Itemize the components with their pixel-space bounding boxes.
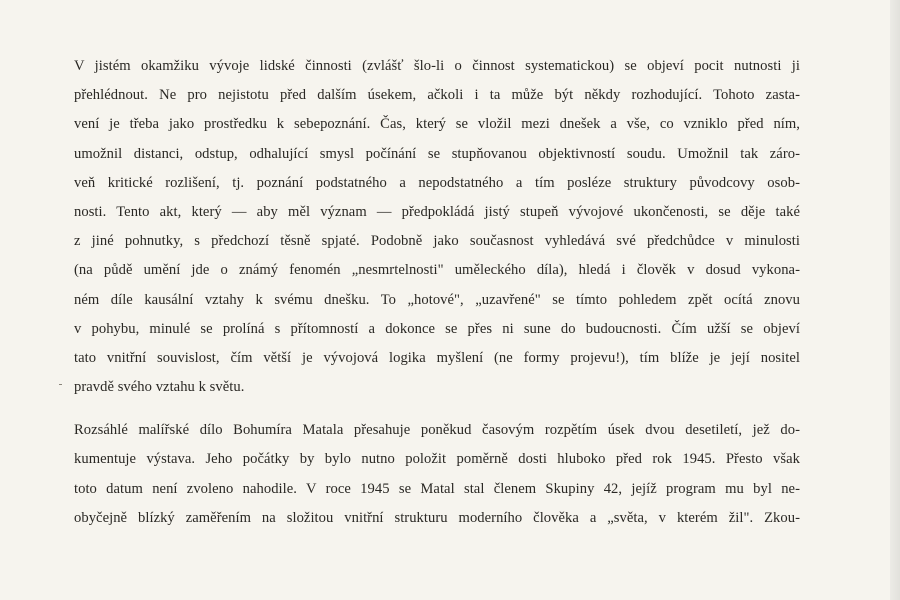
paragraph-2 xyxy=(74,416,800,533)
text-line: tato vnitřní souvislost, čím větší je vývojová logika myšlení (ne formy projevu!), tím blíže je její nositel xyxy=(74,349,800,366)
margin-mark xyxy=(59,384,62,385)
text-line: v pohybu, minulé se prolíná s přítomností a dokonce se přes ni sune do budoucnosti. Čím užší se objeví xyxy=(74,320,800,337)
text-line: vení je třeba jako prostředku k sebepoznání. Čas, který se vložil mezi dnešek a vše, co vzniklo před ním, xyxy=(74,116,800,133)
text-line: pravdě svého vztahu k světu. xyxy=(74,379,245,396)
text-line: kumentuje výstava. Jeho počátky by bylo nutno položit poměrně dosti hluboko před rok 1945. Přesto však xyxy=(74,451,800,468)
text-line: Rozsáhlé malířské dílo Bohumíra Matala přesahuje poněkud časovým rozpětím úsek dvou desetiletí, jež do- xyxy=(74,422,800,439)
paragraph-1 xyxy=(74,52,800,402)
text-line: veň kritické rozlišení, tj. poznání podstatného a nepodstatného a tím posléze struktury původcovy osob- xyxy=(74,174,800,191)
text-line: přehlédnout. Ne pro nejistotu před dalším úsekem, ačkoli i ta může být někdy rozhodující. Tohoto zasta- xyxy=(74,87,800,104)
text-line: ném díle kausální vztahy k svému dnešku. To „hotové", „uzavřené" se tímto pohledem zpět ocítá znovu xyxy=(74,291,800,308)
text-line: V jistém okamžiku vývoje lidské činnosti (zvlášť šlo-li o činnost systematickou) se objeví pocit nutnosti ji xyxy=(74,58,800,74)
text-line: nosti. Tento akt, který — aby měl význam — předpokládá jistý stupeň vývojové ukončenosti, se děje také xyxy=(74,203,800,220)
text-line: (na půdě umění jde o známý fenomén „nesmrtelnosti" uměleckého díla), hledá i člověk v dosud vykona- xyxy=(74,262,800,279)
text-line: toto datum není zvoleno nahodile. V roce 1945 se Matal stal členem Skupiny 42, jejíž program mu byl ne- xyxy=(74,480,800,497)
body-text xyxy=(74,52,800,533)
text-line: obyčejně blízký zaměřením na složitou vnitřní strukturu moderního člověka a „světa, v kterém žil". Zkou- xyxy=(74,509,800,526)
page-edge xyxy=(890,0,900,600)
text-line: umožnil distanci, odstup, odhalující smysl počínání se stupňovanou objektivností soudu. Umožnil tak záro- xyxy=(74,145,800,162)
text-line: z jiné pohnutky, s předchozí těsně spjaté. Podobně jako současnost vyhledává své předchůdce v minulosti xyxy=(74,233,800,250)
paragraph-gap xyxy=(74,402,800,416)
